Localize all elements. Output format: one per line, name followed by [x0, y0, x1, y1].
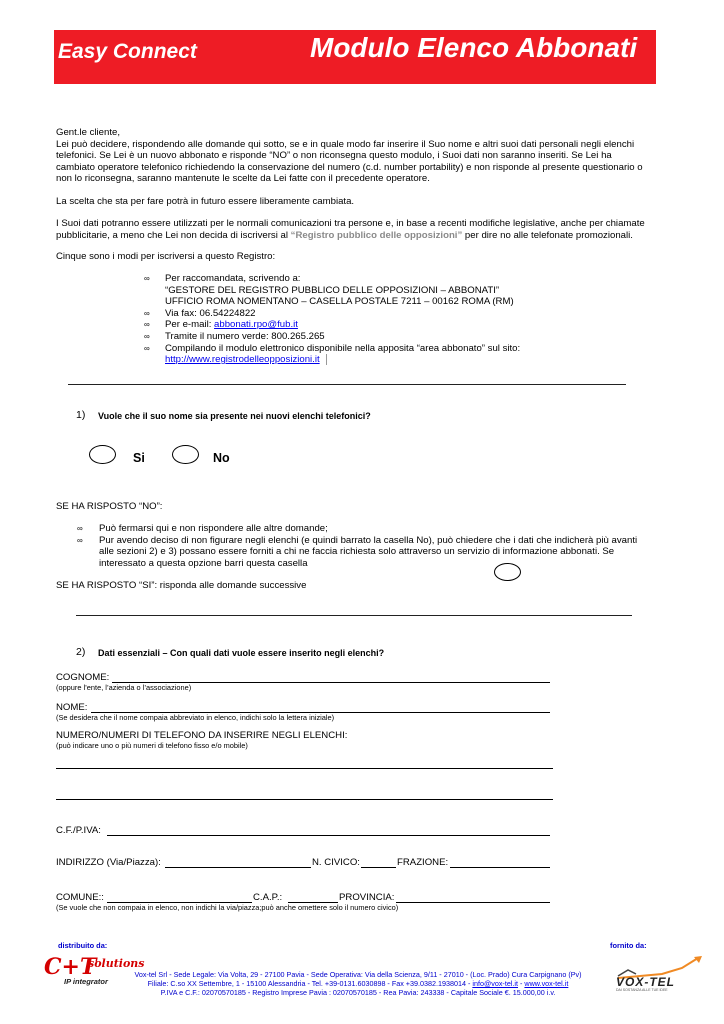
numeri-label: NUMERO/NUMERI DI TELEFONO DA INSERIRE NEGLI ELENCHI: — [56, 730, 348, 741]
q1-number: 1) — [76, 409, 86, 421]
brand-name: Easy Connect — [58, 40, 197, 63]
no-label: No — [213, 451, 230, 465]
company-line: Filiale: C.so XX Settembre, 1 - 15100 Alessandria - Tel. +39-0131.6030898 - Fax +39.0382.1938014 - info@vox-tel.it - www.vox-tel.it — [147, 979, 569, 988]
vox-tel-wordmark: VOX-TEL — [616, 975, 676, 989]
list-item: ∞ Per e-mail: abbonati.rpo@fub.it — [144, 319, 298, 331]
bullet-icon: ∞ — [144, 331, 150, 341]
page-title: Modulo Elenco Abbonati — [310, 32, 638, 63]
intro-line: cambiato operatore telefonico richiedendo la conservazione del numero (c.d. number portability) e non risponde al presente questionario o — [56, 161, 643, 173]
frazione-label: FRAZIONE: — [397, 857, 449, 868]
cognome-label: COGNOME: — [56, 672, 110, 683]
greeting: Gent.le cliente, — [56, 127, 120, 138]
civico-label: N. CIVICO: — [312, 857, 360, 868]
list-item: ∞ Tramite il numero verde: 800.265.265 — [144, 330, 325, 342]
vox-tel-tagline: DAI SOSTANZA ALLE TUE IDEE — [616, 988, 668, 992]
bullet-icon: ∞ — [144, 343, 150, 353]
cf-field[interactable] — [107, 835, 550, 836]
ct-solutions-logo — [42, 954, 145, 988]
logo-word: solutions — [88, 957, 145, 970]
list-item: ∞ Può fermarsi qui e non rispondere alle altre domande; — [77, 523, 328, 534]
intro-line: telefonici. Se Lei è un nuovo abbonato e risponde “NO” o non riconsegna questo modulo, i Suoi dati non saranno inseriti. Se Lei ha — [56, 150, 612, 162]
choice-note: La scelta che sta per fare potrà in futuro essere liberamente cambiata. — [56, 196, 355, 207]
divider — [68, 384, 626, 385]
civico-field[interactable] — [361, 867, 396, 868]
bullet-icon: ∞ — [77, 524, 83, 533]
numeri-hint: (può indicare uno o più numeri di telefono fisso e/o mobile) — [56, 741, 248, 750]
cognome-hint: (oppure l’ente, l’azienda o l’associazione) — [56, 683, 192, 692]
phone-number-field[interactable] — [56, 799, 553, 800]
logo-initials: C+T — [44, 954, 97, 980]
website-link[interactable]: http://www.registrodelleopposizioni.it — [165, 354, 320, 366]
comune-hint: (Se vuole che non compaia in elenco, non indichi la via/piazza;può anche omettere solo il numero civico) — [56, 903, 399, 912]
vox-tel-logo — [610, 954, 710, 994]
no-checkbox[interactable] — [172, 445, 199, 464]
divider — [76, 615, 632, 616]
comune-label: COMUNE:: — [56, 892, 104, 903]
email-link[interactable]: abbonati.rpo@fub.it — [214, 319, 298, 331]
yes-note: SE HA RISPOSTO “SI”: risponda alle domande successive — [56, 580, 307, 591]
list-item: ∞ Compilando il modulo elettronico disponibile nella apposita “area abbonato” sul sito: http://www.registrodelleopposizioni.it — [144, 342, 521, 366]
cap-label: C.A.P.: — [253, 892, 283, 903]
q2-number: 2) — [76, 646, 86, 658]
no-options-list — [77, 523, 677, 569]
nome-hint: (Se desidera che il nome compaia abbreviato in elenco, indichi solo la lettera iniziale) — [56, 713, 335, 722]
ways-list — [144, 273, 664, 366]
indirizzo-field[interactable] — [165, 867, 311, 868]
bullet-icon: ∞ — [144, 308, 150, 318]
company-line: P.IVA e C.F.: 02070570185 - Registro Imprese Pavia : 02070570185 - Rea Pavia: 243338 - Capitale Sociale €. 15.000,00 i.v. — [160, 988, 556, 997]
usage-line: I Suoi dati potranno essere utilizzati per le normali comunicazioni tra persone e, in base a recenti modifiche legislative, anche per chiamate — [56, 218, 645, 229]
cf-label: C.F./P.IVA: — [56, 825, 101, 836]
nome-label: NOME: — [56, 702, 88, 713]
provincia-field[interactable] — [396, 902, 550, 903]
indirizzo-label: INDIRIZZO (Via/Piazza): — [56, 857, 161, 868]
info-service-checkbox[interactable] — [494, 563, 521, 581]
q1-question: Vuole che il suo nome sia presente nei nuovi elenchi telefonici? — [98, 411, 371, 421]
ways-title: Cinque sono i modi per iscriversi a questo Registro: — [56, 251, 276, 262]
q2-question: Dati essenziali – Con quali dati vuole essere inserito negli elenchi? — [98, 648, 385, 658]
text-cursor — [326, 354, 327, 365]
footer-web-link[interactable]: www.vox-tel.it — [524, 979, 569, 988]
bullet-icon: ∞ — [144, 274, 150, 283]
registry-name: “Registro pubblico delle opposizioni” — [290, 229, 463, 241]
bullet-icon: ∞ — [77, 535, 83, 545]
distribuito-label: distribuito da: — [58, 941, 108, 950]
no-section-title: SE HA RISPOSTO “NO”: — [56, 501, 163, 512]
bullet-icon: ∞ — [144, 320, 150, 330]
intro-block — [56, 127, 676, 185]
phone-number-field[interactable] — [56, 768, 553, 769]
provincia-label: PROVINCIA: — [339, 892, 395, 903]
yes-label: Si — [133, 451, 145, 465]
usage-line-2: pubblicitarie, a meno che Lei non decida di iscriversi al “Registro pubblico delle opposizioni” per dire no alle telefonate promozionali. — [56, 229, 633, 241]
frazione-field[interactable] — [450, 867, 550, 868]
footer-email-link[interactable]: info@vox-tel.it — [472, 979, 519, 988]
list-item: ∞ Via fax: 06.54224822 — [144, 307, 256, 319]
yes-checkbox[interactable] — [89, 445, 116, 464]
logo-tagline: IP integrator — [64, 977, 108, 986]
intro-line: non lo riconsegna, saranno mantenute le scelte da Lei fatte con il precedente operatore. — [56, 173, 430, 185]
list-item: ∞ Pur avendo deciso di non figurare negli elenchi (e quindi barrato la casella No), può chiedere che i dati che indicherà più avanti alle sezioni 2) e 3) possano essere forniti a chi ne faccia richiesta solo attraverso un servizio di informazione abbonati. Se interessato a questa opzione barri questa casella — [77, 534, 638, 569]
usage-paragraph — [56, 218, 686, 241]
list-item: ∞ Per raccomandata, scrivendo a: “GESTORE DEL REGISTRO PUBBLICO DELLE OPPOSIZIONI – ABBONATI” UFFICIO ROMA NOMENTANO – CASELLA POSTALE 7211 – 00162 ROMA (RM) — [144, 273, 514, 308]
intro-line: Lei può decidere, rispondendo alle domande qui sotto, se e in quale modo far inserire il Suo nome e altri suoi dati personali negli elenchi — [56, 138, 635, 150]
company-line: Vox-tel Srl - Sede Legale: Via Volta, 29 - 27100 Pavia - Sede Operativa: Via della Scienza, 9/11 - 27010 - (Loc. Prado) Cura Carpignano (Pv) — [134, 970, 582, 979]
company-info — [122, 970, 594, 997]
fornito-label: fornito da: — [610, 941, 647, 950]
